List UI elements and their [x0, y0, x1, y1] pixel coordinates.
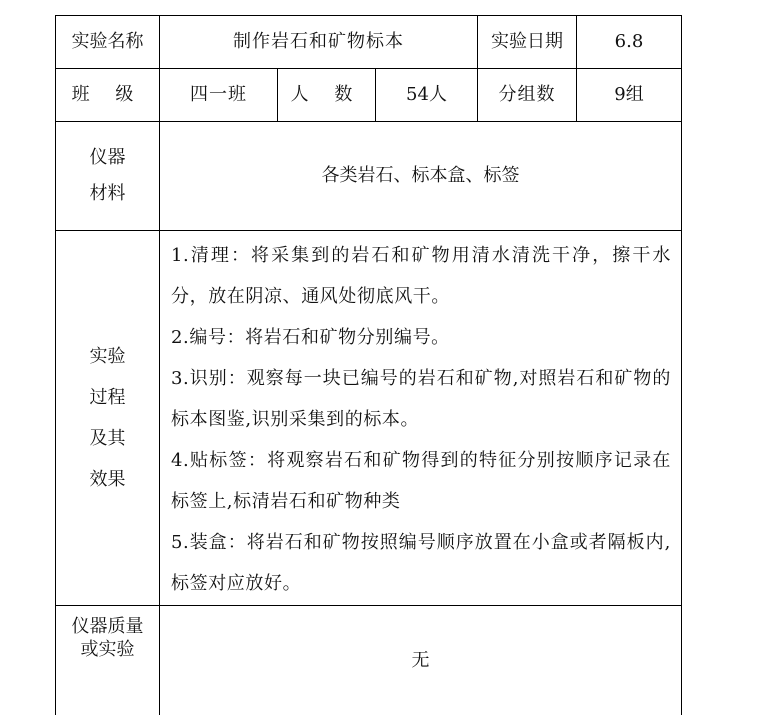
process-label — [56, 231, 159, 605]
headcount-value: 54人 — [406, 83, 447, 105]
quality-value: 无 — [411, 649, 430, 671]
experiment-date-value: 6.8 — [614, 30, 644, 52]
class-label: 班 级 — [71, 83, 144, 105]
class-value: 四一班 — [190, 83, 247, 105]
process-step: 5.装盒：将岩石和矿物按照编号顺序放置在小盒或者隔板内,标签对应放好。 — [171, 532, 671, 594]
quality-label — [56, 606, 159, 715]
quality-label-line: 或实验 — [80, 638, 135, 660]
process-label-line: 及其 — [89, 428, 126, 449]
process-label-line: 实验 — [89, 346, 126, 367]
groups-value: 9组 — [614, 83, 644, 105]
experiment-name-value: 制作岩石和矿物标本 — [233, 30, 404, 52]
process-label-line: 过程 — [89, 387, 126, 408]
materials-label-line: 材料 — [89, 183, 126, 204]
materials-label-line: 仪器 — [89, 146, 126, 168]
process-steps — [165, 230, 677, 604]
materials-label — [56, 122, 159, 230]
process-step: 2.编号：将岩石和矿物分别编号。 — [171, 327, 450, 348]
process-label-line: 效果 — [89, 469, 126, 490]
process-step: 1.清理：将采集到的岩石和矿物用清水清洗干净，擦干水分，放在阴凉、通风处彻底风干。 — [171, 245, 671, 307]
quality-label-line: 仪器质量 — [71, 616, 144, 637]
process-step: 3.识别：观察每一块已编号的岩石和矿物,对照岩石和矿物的标本图鉴,识别采集到的标本。 — [171, 368, 671, 430]
materials-value: 各类岩石、标本盒、标签 — [321, 164, 520, 186]
process-step: 4.贴标签：将观察岩石和矿物得到的特征分别按顺序记录在标签上,标清岩石和矿物种类 — [171, 450, 671, 512]
experiment-record-table — [55, 15, 682, 715]
experiment-name-label: 实验名称 — [71, 30, 144, 52]
headcount-label: 人 数 — [290, 83, 363, 105]
groups-label: 分组数 — [498, 83, 556, 105]
experiment-date-label: 实验日期 — [491, 30, 563, 52]
table-border-right — [681, 15, 682, 715]
